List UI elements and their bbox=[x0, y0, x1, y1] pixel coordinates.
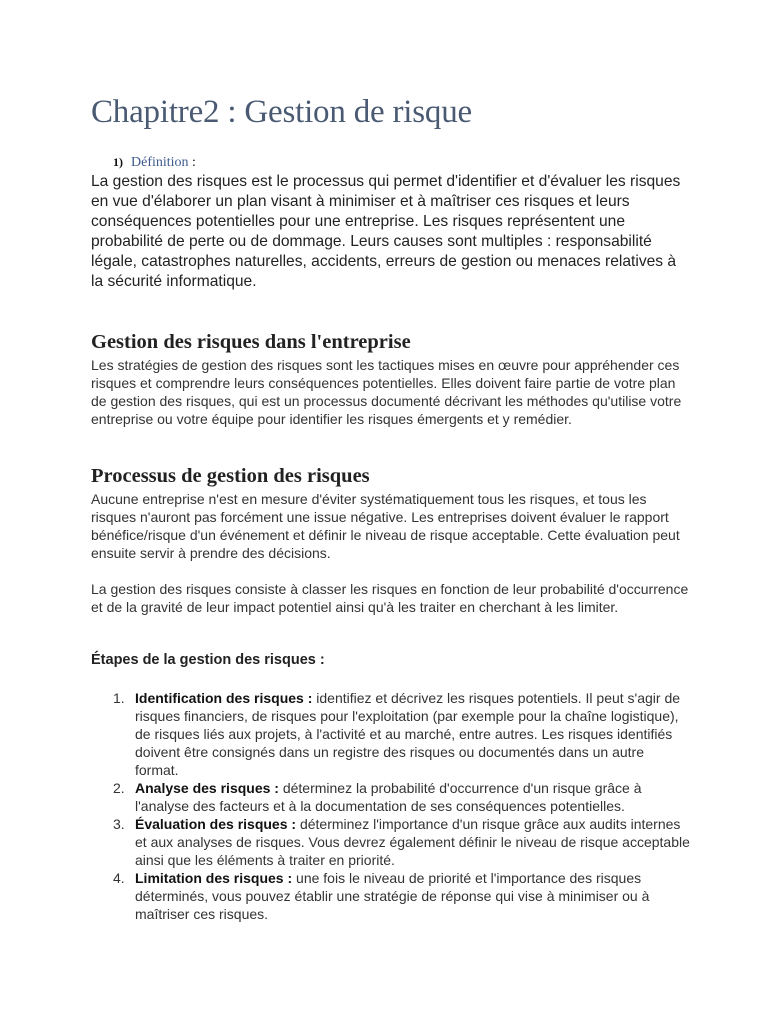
list-item bbox=[91, 689, 691, 779]
step-label: Limitation des risques : bbox=[135, 870, 293, 886]
step-label: Évaluation des risques : bbox=[135, 816, 297, 832]
list-item bbox=[91, 815, 691, 869]
definition-colon: : bbox=[188, 155, 196, 170]
definition-heading bbox=[113, 155, 196, 171]
step-label: Identification des risques : bbox=[135, 690, 313, 706]
step-text: déterminez la probabilité d'occurrence d'un risque grâce à l'analyse des facteurs et à la documentation de ses conséquences potentielles. bbox=[135, 780, 642, 814]
steps-title: Étapes de la gestion des risques : bbox=[91, 652, 325, 668]
section-heading-processus: Processus de gestion des risques bbox=[91, 465, 370, 487]
processus-paragraph-1: Aucune entreprise n'est en mesure d'éviter systématiquement tous les risques, et tous les risques n'auront pas forcément une issue négative. Les entreprises doivent évaluer le rapport bénéfice/risque d'un événement et définir le niveau de risque acceptable. Cette évaluation peut ensuite servir à prendre des décisions. bbox=[91, 491, 680, 561]
step-number: 1. bbox=[113, 690, 125, 706]
processus-paragraph-2: La gestion des risques consiste à classer les risques en fonction de leur probabilité d'occurrence et de la gravité de leur impact potentiel ainsi qu'à les traiter en cherchant à les limiter. bbox=[91, 581, 689, 615]
step-number: 2. bbox=[113, 780, 125, 796]
step-text: déterminez l'importance d'un risque grâce aux audits internes et aux analyses de risques. Vous devrez également définir le niveau de risque acceptable ainsi que les éléments à traiter en priorité. bbox=[135, 816, 690, 868]
section-paragraph-gestion-entreprise: Les stratégies de gestion des risques sont les tactiques mises en œuvre pour appréhender ces risques et comprendre leurs conséquences potentielles. Elles doivent faire partie de votre plan de gestion des risques, qui est un processus documenté décrivant les méthodes qu'utilise votre entreprise ou votre équipe pour identifier les risques émergents et y remédier. bbox=[91, 357, 682, 427]
step-number: 3. bbox=[113, 816, 125, 832]
list-item bbox=[91, 869, 691, 923]
step-label: Analyse des risques : bbox=[135, 780, 279, 796]
step-number: 4. bbox=[113, 870, 125, 886]
definition-paragraph: La gestion des risques est le processus qui permet d'identifier et d'évaluer les risques en vue d'élaborer un plan visant à minimiser et à maîtriser ces risques et leurs conséquences potentielles pour une entreprise. Les risques représentent une probabilité de perte ou de dommage. Leurs causes sont multiples : responsabilité légale, catastrophes naturelles, accidents, erreurs de gestion ou menaces relatives à la sécurité informatique. bbox=[91, 173, 681, 290]
step-text: une fois le niveau de priorité et l'importance des risques déterminés, vous pouvez établir une stratégie de réponse qui vise à minimiser ou à maîtriser ces risques. bbox=[135, 870, 650, 922]
definition-number: 1) bbox=[113, 155, 123, 169]
steps-list bbox=[91, 689, 691, 923]
section-heading-gestion-entreprise: Gestion des risques dans l'entreprise bbox=[91, 331, 411, 353]
step-text: identifiez et décrivez les risques potentiels. Il peut s'agir de risques financiers, de risques pour l'exploitation (par exemple pour la chaîne logistique), de risques liés aux projets, à l'activité et au marché, entre autres. Les risques identifiés doivent être consignés dans un registre des risques ou documentés dans un autre format. bbox=[135, 690, 681, 778]
page-title: Chapitre2 : Gestion de risque bbox=[91, 94, 472, 130]
list-item bbox=[91, 779, 691, 815]
definition-label: Définition bbox=[131, 155, 189, 170]
